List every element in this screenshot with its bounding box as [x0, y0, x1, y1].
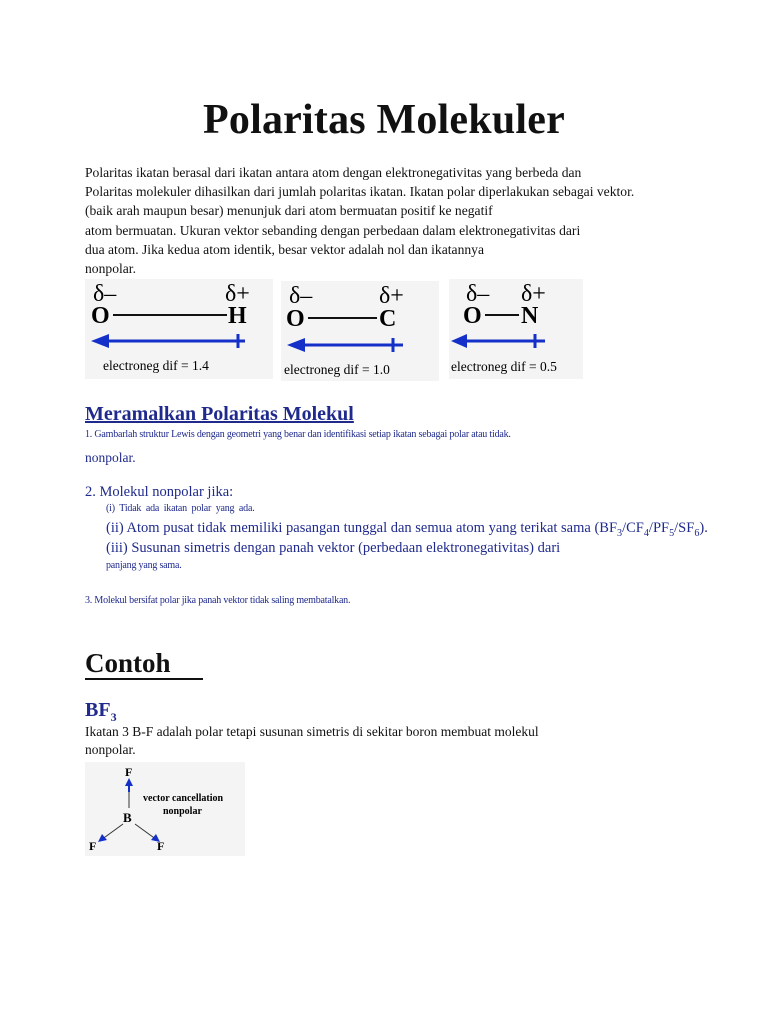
right-charge-label: δ+ [225, 281, 250, 307]
atom-f-top: F [125, 765, 133, 779]
atom-f-left: F [89, 839, 97, 853]
dipole-figure-oh [85, 279, 273, 379]
left-atom: O [286, 306, 305, 332]
rule-item-1-continued: nonpolar. [85, 450, 136, 465]
intro-line: (baik arah maupun besar) menunjuk dari atom bermuatan positif ke negatif [85, 203, 493, 219]
rule-item-2-iii-continued: panjang yang sama. [106, 560, 182, 571]
diagram-label-line-2: nonpolar [163, 806, 202, 817]
right-atom: H [228, 303, 247, 329]
dipole-figure-on [449, 279, 583, 379]
left-atom: O [463, 303, 482, 329]
intro-line: Polaritas ikatan berasal dari ikatan antara atom dengan elektronegativitas yang berbeda dan [85, 165, 582, 180]
subscript: 3 [617, 527, 623, 539]
rule-item-1: 1. Gambarlah struktur Lewis dengan geometri yang benar dan identifikasi setiap ikatan sebagai polar atau tidak. [85, 429, 511, 440]
left-charge-label: δ– [289, 283, 313, 309]
example-text-line: Ikatan 3 B-F adalah polar tetapi susunan simetris di sekitar boron membuat molekul [85, 724, 539, 739]
formula-part: ). [699, 520, 708, 536]
bf3-diagram [85, 762, 245, 856]
subscript: 5 [669, 527, 675, 539]
formula-subscript: 3 [110, 710, 117, 724]
right-atom: C [379, 306, 397, 332]
rule-item-2-ii [106, 520, 708, 539]
dipole-figure-oc [281, 281, 439, 381]
dipole-caption: electroneg dif = 1.4 [103, 358, 209, 373]
example-heading-underline [85, 678, 203, 680]
atom-f-right: F [157, 839, 165, 853]
dipole-caption: electroneg dif = 0.5 [451, 359, 557, 374]
example-subheading [85, 699, 117, 725]
rule-item-2-i: (i) Tidak ada ikatan polar yang ada. [106, 503, 255, 514]
rule-item-2-ii-text: (ii) Atom pusat tidak memiliki pasangan tunggal dan semua atom yang terikat sama (BF [106, 520, 618, 536]
atom-b-center: B [123, 810, 132, 825]
page-title: Polaritas Molekuler [203, 97, 565, 143]
formula-part: /SF [674, 520, 695, 536]
intro-paragraph [85, 163, 685, 278]
rule-item-3: 3. Molekul bersifat polar jika panah vektor tidak saling membatalkan. [85, 595, 351, 606]
right-atom: N [521, 303, 539, 329]
rule-item-2: 2. Molekul nonpolar jika: [85, 484, 234, 500]
subscript: 6 [694, 527, 700, 539]
right-charge-label: δ+ [379, 283, 404, 309]
intro-line: Polaritas molekuler dihasilkan dari jumlah polaritas ikatan. Ikatan polar diperlakukan sebagai vektor. [85, 184, 635, 200]
right-charge-label: δ+ [521, 281, 546, 307]
formula-main: BF [85, 699, 111, 721]
left-charge-label: δ– [466, 281, 490, 307]
section-heading: Meramalkan Polaritas Molekul [85, 403, 354, 425]
left-atom: O [91, 303, 110, 329]
formula-part: /PF [648, 520, 670, 536]
left-charge-label: δ– [93, 281, 117, 307]
intro-line: nonpolar. [85, 261, 136, 277]
formula-part: /CF [622, 520, 644, 536]
intro-line: dua atom. Jika kedua atom identik, besar vektor adalah nol dan ikatannya [85, 241, 484, 257]
example-heading: Contoh [85, 648, 171, 678]
subscript: 4 [643, 527, 649, 539]
rule-item-2-iii: (iii) Susunan simetris dengan panah vektor (perbedaan elektronegativitas) dari [106, 540, 561, 556]
diagram-label-line-1: vector cancellation [143, 793, 224, 804]
dipole-caption: electroneg dif = 1.0 [284, 362, 390, 377]
example-text-line: nonpolar. [85, 742, 136, 757]
intro-line: atom bermuatan. Ukuran vektor sebanding dengan perbedaan dalam elektronegativitas dari [85, 222, 581, 238]
